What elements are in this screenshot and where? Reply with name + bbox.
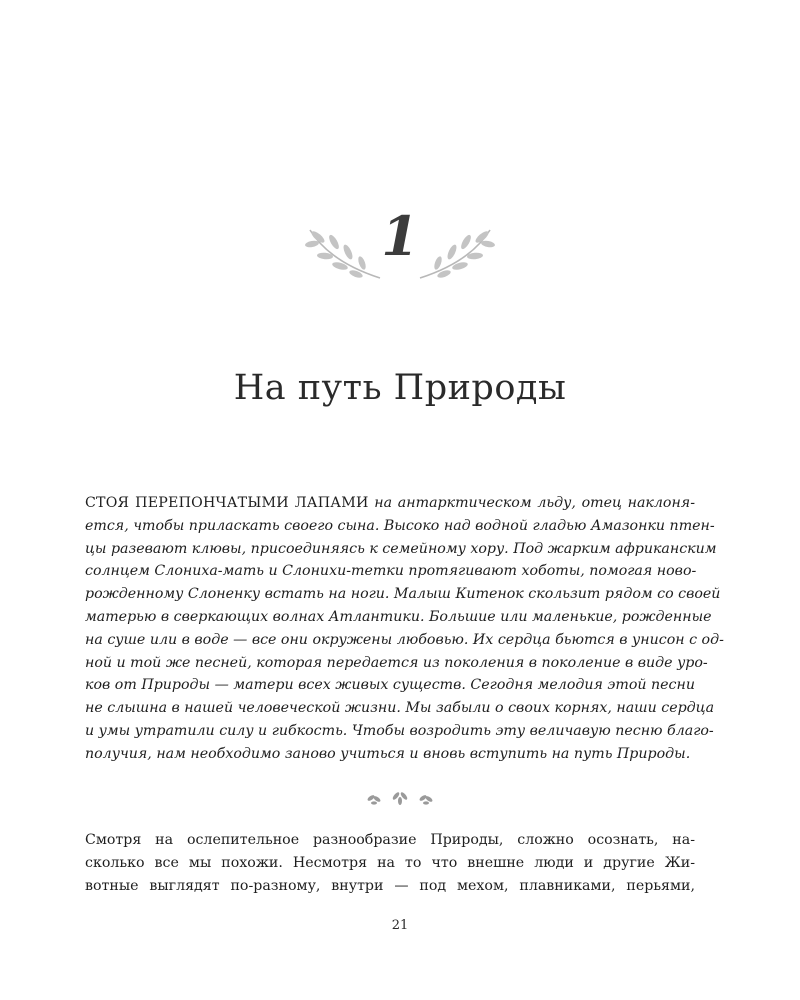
intro-line: ной и той же песней, которая передается из поколения в поколение в виде уро-: [85, 654, 708, 671]
body-line: сколько все мы похожи. Несмотря на то что внешне люди и другие Жи-: [85, 854, 695, 871]
body-line: вотные выглядят по-разному, внутри — под мехом, плавниками, перьями,: [85, 877, 695, 894]
chapter-number: 1: [381, 204, 419, 268]
intro-line: матерью в сверкающих волнах Атлантики. Большие или маленькие, рожденные: [85, 608, 712, 625]
chapter-title: На путь Природы: [233, 368, 567, 408]
intro-line: рожденному Слоненку встать на ноги. Малыш Китенок скользит рядом со своей: [85, 586, 721, 603]
intro-line: цы разевают клювы, присоединяясь к семейному хору. Под жарким африканским: [85, 540, 717, 557]
intro-paragraph: [85, 492, 724, 766]
intro-line: не слышна в нашей человеческой жизни. Мы забыли о своих корнях, наши сердца: [85, 700, 715, 717]
intro-line: [85, 492, 695, 515]
chapter-ornament: [290, 200, 510, 300]
intro-line: и умы утратили силу и гибкость. Чтобы возродить эту величавую песню благо-: [85, 722, 714, 739]
floral-divider-icon: [355, 788, 445, 808]
intro-line: ется, чтобы приласкать своего сына. Высоко над водной гладью Амазонки птен-: [85, 517, 715, 534]
intro-line: на суше или в воде — все они окружены любовью. Их сердца бьются в унисон с од-: [85, 631, 724, 648]
intro-line: ков от Природы — матери всех живых существ. Сегодня мелодия этой песни: [85, 677, 695, 694]
intro-line: получия, нам необходимо заново учиться и вновь вступить на путь Природы.: [85, 745, 691, 762]
intro-line: солнцем Слониха-мать и Слонихи-тетки протягивают хоботы, помогая ново-: [85, 563, 697, 580]
lead-in-caps: СТОЯ ПЕРЕПОНЧАТЫМИ ЛАПАМИ: [85, 495, 369, 511]
body-line: Смотря на ослепительное разнообразие Природы, сложно осознать, на-: [85, 832, 695, 848]
body-paragraph: [85, 829, 695, 897]
intro-line-rest: на антарктическом льду, отец наклоня-: [368, 495, 695, 511]
section-divider: [355, 788, 445, 808]
page-number: 21: [391, 918, 409, 933]
